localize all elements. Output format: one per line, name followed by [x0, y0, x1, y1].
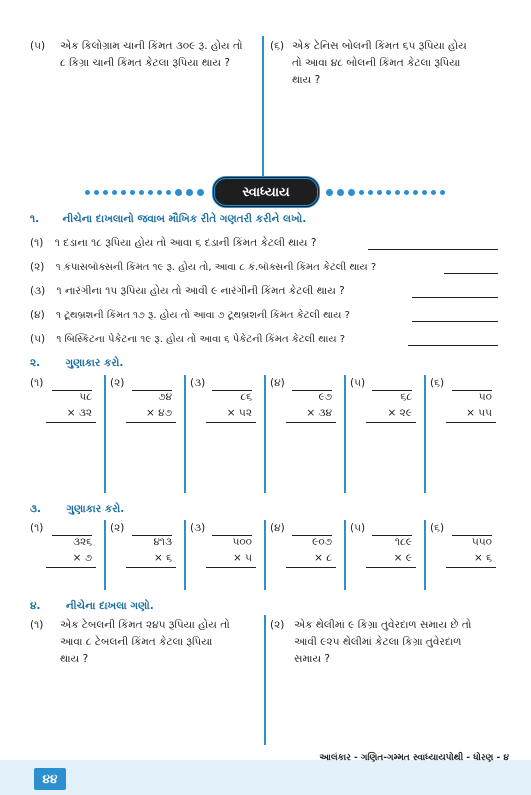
item-number: (૨) [30, 261, 45, 273]
column-divider [264, 615, 266, 745]
item-text: ૧ કંપાસબૉક્સની કિંમત ૧૯ રૂ. હોય તો, આવા ૮ કં.બૉક્સની કિંમત કેટલી થાય ? [55, 262, 377, 273]
section-number: ૨. [30, 357, 41, 369]
multiplicand: ૩૨૬ [72, 536, 92, 548]
answer-line[interactable] [412, 321, 498, 322]
item-text: ૧ ટૂથબ્રશની કિંમત ૧૭ રૂ. હોય તો આવા ૭ ટૂથબ્રશની કિંમત કેટલી થાય ? [56, 310, 350, 321]
multiplier: × ૨૯ [387, 407, 412, 419]
section-heading: ગુણાકાર કરો. [66, 503, 125, 515]
question-number: (૫) [30, 40, 46, 52]
problem-label: (૨) [110, 522, 125, 534]
item-number: (૫) [30, 333, 46, 345]
grid-divider [104, 520, 106, 590]
multiplier: × ૫ [232, 552, 252, 564]
item-text: ૧ દડાના ૧૮ રૂપિયા હોય તો આવા ૬ દડાની કિંમત કેટલી થાય ? [54, 237, 317, 249]
section-2-heading [30, 355, 123, 372]
problem-label: (૫) [350, 377, 366, 389]
problem-label: (૬) [430, 377, 445, 389]
banner-dots-right [326, 188, 516, 196]
section-number: ૪. [30, 600, 41, 612]
section-heading: ગુણાકાર કરો. [65, 357, 124, 369]
multiplication-problem [350, 377, 420, 417]
grid-divider [264, 375, 266, 493]
multiplier: × ૬ [473, 552, 492, 564]
item-number: (૧) [30, 237, 44, 249]
problem-label: (૨) [110, 377, 125, 389]
multiplicand: ૧૮૯ [394, 536, 412, 548]
problem-label: (૪) [270, 377, 285, 389]
multiplier: × ૫૫ [466, 407, 492, 419]
grid-divider [264, 520, 266, 590]
answer-line[interactable] [444, 273, 498, 274]
question-text-line: આવા ૮ ટેબલની કિંમત કેટલા રૂપિયા [60, 636, 213, 648]
question-text-line: આવી ૯૨૫ થેલીમાં કેટલા કિગ્રા તુવેરદાળ [294, 636, 462, 648]
question-number: (૨) [270, 619, 285, 631]
answer-underline [46, 422, 96, 423]
answer-underline [366, 422, 416, 423]
question-text-line: એક ટેનિસ બોલની કિંમત ૬૫ રૂપિયા હોય [292, 40, 467, 52]
question-text-line: તો આવા ૪૮ બોલની કિંમત કેટલા રૂપિયા [292, 57, 461, 69]
answer-underline [206, 567, 256, 568]
item-text: ૧ બિસ્કિટના પેકેટના ૧૯ રૂ. હોય તો આવા ૬ પેકેટની કિંમત કેટલી થાય ? [56, 334, 346, 345]
multiplication-problem [270, 522, 340, 562]
question-text-line: થાય ? [60, 653, 89, 665]
footer-band [0, 760, 531, 795]
multiplicand: ૫૫૦ [471, 536, 492, 548]
multiplicand: ૫૦૦ [232, 536, 252, 548]
multiplier: × ૫૨ [226, 407, 252, 419]
multiplicand: ૫૦ [478, 391, 492, 403]
answer-underline [126, 422, 176, 423]
multiplicand: ૮૬ [240, 391, 252, 403]
question-number: (૬) [270, 40, 285, 52]
multiplication-problem [110, 377, 180, 417]
grid-divider [344, 520, 346, 590]
multiplication-problem [190, 522, 260, 562]
answer-underline [126, 567, 176, 568]
grid-divider [184, 520, 186, 590]
section-number: ૩. [30, 503, 41, 515]
problem-label: (૧) [30, 522, 44, 534]
multiplication-problem [430, 522, 500, 562]
multiplicand: ૯૦૭ [312, 536, 332, 548]
multiplicand: ૯૭ [318, 391, 332, 403]
answer-line[interactable] [408, 345, 498, 346]
multiplier: × ૩૨ [66, 407, 92, 419]
multiplicand: ૬૮ [400, 391, 412, 403]
multiplier: × ૪૭ [146, 407, 172, 419]
swadhyay-banner [212, 176, 320, 208]
banner-title: સ્વાધ્યાય [242, 184, 290, 200]
item-number: (૪) [30, 309, 45, 321]
multiplicand: ૫૮ [79, 391, 92, 403]
grid-divider [344, 375, 346, 493]
problem-label: (૧) [30, 377, 44, 389]
section-4-heading [30, 598, 154, 615]
multiplicand: ૭૪ [158, 391, 172, 403]
answer-underline [206, 422, 256, 423]
answer-underline [286, 567, 336, 568]
answer-underline [46, 567, 96, 568]
multiplication-problem [110, 522, 180, 562]
answer-underline [366, 567, 416, 568]
multiplier: × ૮ [314, 552, 332, 564]
problem-label: (૩) [190, 522, 206, 534]
question-number: (૧) [30, 619, 44, 631]
problem-label: (૪) [270, 522, 285, 534]
problem-label: (૩) [190, 377, 206, 389]
grid-divider [424, 375, 426, 493]
section-1-heading [30, 211, 306, 228]
multiplier: × ૯ [393, 552, 412, 564]
page-number: ૪૪ [34, 768, 66, 790]
section-heading: નીચેના દાખલા ગણો. [65, 600, 154, 612]
grid-divider [424, 520, 426, 590]
item-number: (૩) [30, 285, 46, 297]
multiplicand: ૪૧૩ [153, 536, 172, 548]
multiplication-problem [270, 377, 340, 417]
multiplication-problem [30, 377, 100, 417]
question-text-line: એક ટેબલની કિંમત ૨૪૫ રૂપિયા હોય તો [60, 619, 230, 631]
item-text: ૧ નારંગીના ૧૫ રૂપિયા હોય તો આવી ૯ નારંગીની કિંમત કેટલી થાય ? [56, 285, 345, 297]
grid-divider [184, 375, 186, 493]
question-text-line: થાય ? [292, 74, 321, 86]
multiplication-problem [30, 522, 100, 562]
problem-label: (૬) [430, 522, 445, 534]
answer-underline [446, 567, 496, 568]
multiplier: × ૬ [153, 552, 172, 564]
question-text-line: સમાય ? [294, 653, 331, 665]
answer-underline [286, 422, 336, 423]
page-footer [0, 748, 531, 795]
footer-text: આલંકાર - ગણિત-ગમ્મત સ્વાધ્યાયપોથી - ધોરણ - ૪ [319, 753, 509, 763]
multiplication-problem [190, 377, 260, 417]
section-heading: નીચેના દાખલાનો જવાબ મૌખિક રીતે ગણતરી કરીને લખો. [62, 213, 307, 225]
question-text-line: એક થેલીમાં ૯ કિગ્રા તુવેરદાળ સમાય છે તો [294, 619, 472, 631]
multiplication-problem [430, 377, 500, 417]
question-text-line: એક કિલોગ્રામ ચાની કિંમત ૩૦૯ રૂ. હોય તો [60, 40, 243, 52]
multiplier: × ૭ [72, 552, 92, 564]
multiplication-problem [350, 522, 420, 562]
section-3-heading [30, 501, 124, 518]
mental-math-item [30, 259, 500, 276]
question-text-line: ૮ કિગ્રા ચાની કિંમત કેટલા રૂપિયા થાય ? [60, 57, 230, 69]
column-divider [262, 36, 264, 176]
banner-dots-left [18, 188, 208, 196]
section-number: ૧. [30, 213, 40, 225]
problem-label: (૫) [350, 522, 366, 534]
grid-divider [104, 375, 106, 493]
answer-underline [446, 422, 496, 423]
multiplier: × ૩૪ [306, 407, 332, 419]
answer-line[interactable] [368, 249, 498, 250]
answer-line[interactable] [412, 297, 498, 298]
